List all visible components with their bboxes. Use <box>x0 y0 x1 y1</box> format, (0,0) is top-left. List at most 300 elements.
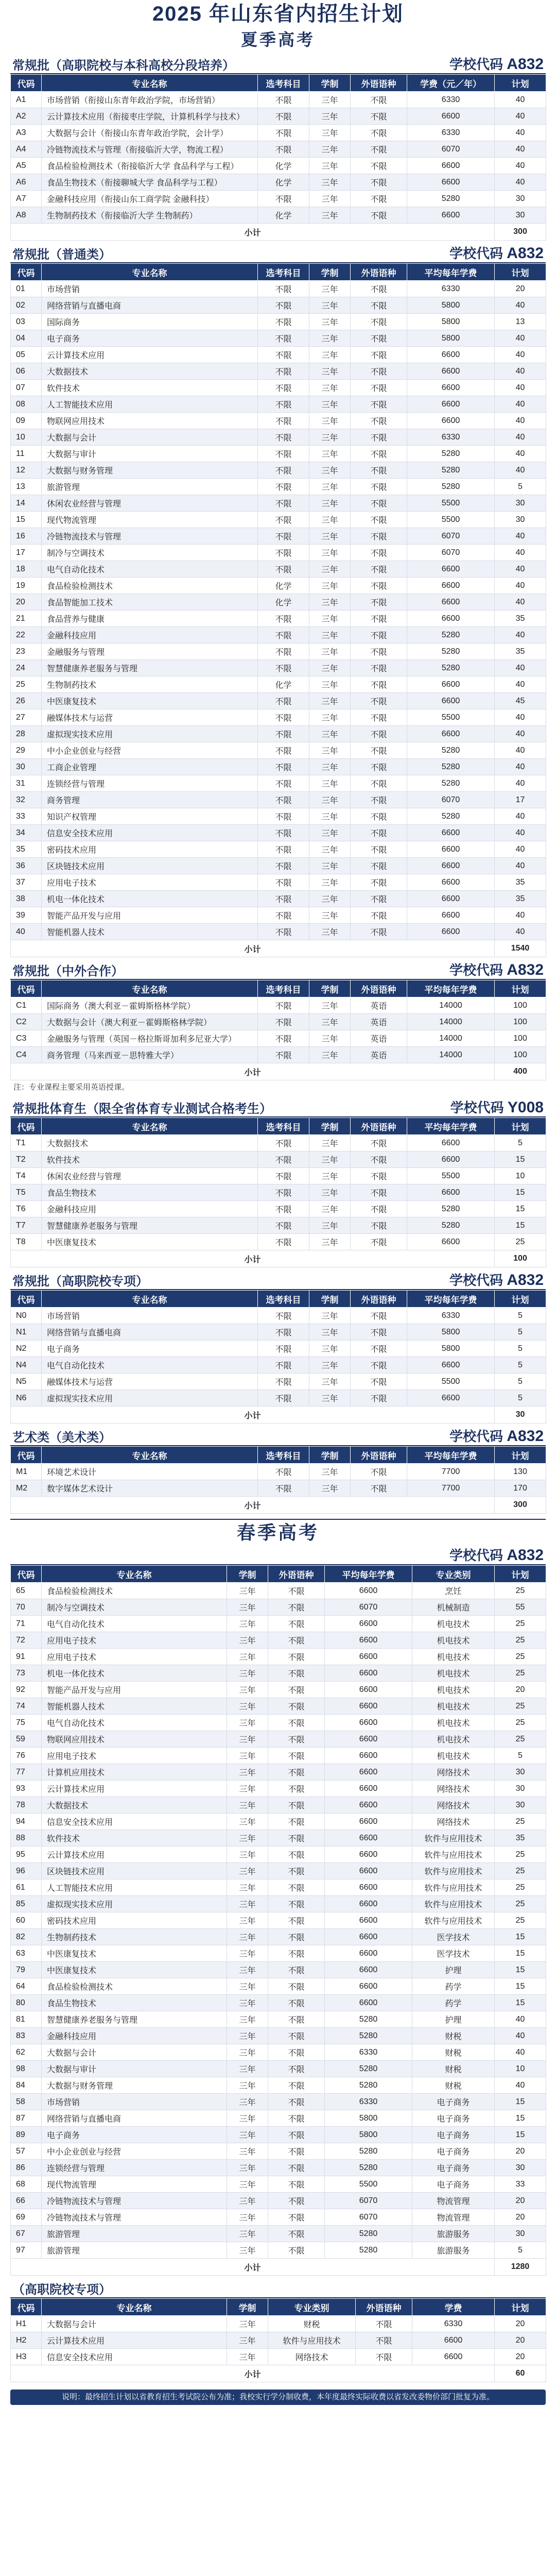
column-header: 专业类别 <box>268 2299 356 2316</box>
table-row <box>11 1879 546 1896</box>
table-row <box>11 825 546 841</box>
major-name: 智能产品开发与应用 <box>42 907 258 924</box>
major-name: 信息安全技术应用 <box>42 825 258 841</box>
major-name: 休闲农业经营与管理 <box>42 495 258 512</box>
column-header: 专业名称 <box>42 1566 227 1583</box>
table-row <box>11 2332 546 2349</box>
table-cell: N5 <box>11 1374 42 1390</box>
table-cell: 59 <box>11 1731 42 1748</box>
major-name: 网络营销与直播电商 <box>42 2110 227 2127</box>
table-cell: 三年 <box>309 924 351 940</box>
section-4-title: 常规批体育生（限全省体育专业测试合格考生） <box>12 1102 272 1116</box>
table-cell: 5280 <box>407 479 495 495</box>
major-name: 智能产品开发与应用 <box>42 1682 227 1698</box>
table-cell: 5280 <box>325 2160 412 2176</box>
table-cell: 机械制造 <box>412 1599 495 1616</box>
table-cell: 不限 <box>351 660 407 676</box>
table-cell: 不限 <box>351 1324 407 1341</box>
table-cell: 20 <box>495 2332 546 2349</box>
table-cell: 40 <box>495 363 546 380</box>
major-name: 金融服务与管理 <box>42 643 258 660</box>
table-cell: 86 <box>11 2160 42 2176</box>
table-row <box>11 1649 546 1665</box>
subtotal-label: 小计 <box>11 1250 495 1267</box>
major-name: 市场营销（衔接山东青年政治学院，市场营销） <box>42 92 258 108</box>
table-header-row <box>11 1291 546 1308</box>
table-cell: 三年 <box>227 2061 268 2077</box>
major-name: 机电一体化技术 <box>42 1665 227 1682</box>
column-header: 计划 <box>495 264 546 281</box>
table-cell: 40 <box>495 808 546 825</box>
table-cell: 软件与应用技术 <box>412 1846 495 1863</box>
table-cell: 机电技术 <box>412 1748 495 1764</box>
table-cell: 电子商务 <box>412 2110 495 2127</box>
subtotal-row <box>11 940 546 957</box>
major-name: 网络营销与直播电商 <box>42 1324 258 1341</box>
table-cell: 03 <box>11 314 42 330</box>
table-cell: 三年 <box>309 1201 351 1217</box>
table-cell: 85 <box>11 1896 42 1912</box>
table-cell: 40 <box>495 594 546 611</box>
table-cell: 不限 <box>351 1390 407 1406</box>
table-cell: 5280 <box>407 462 495 479</box>
table-row <box>11 874 546 891</box>
table-cell: 14000 <box>407 1047 495 1063</box>
section-7-table <box>10 1565 546 2276</box>
table-row <box>11 1698 546 1715</box>
table-cell: 三年 <box>309 413 351 429</box>
table-cell: 不限 <box>258 545 309 561</box>
table-cell: 170 <box>495 1480 546 1497</box>
table-cell: 40 <box>495 429 546 446</box>
table-cell: 15 <box>495 1217 546 1234</box>
table-cell: 14000 <box>407 1030 495 1047</box>
table-cell: 6600 <box>325 1781 412 1797</box>
table-cell: 三年 <box>227 1748 268 1764</box>
table-cell: 5800 <box>407 1324 495 1341</box>
table-cell: 6600 <box>325 1731 412 1748</box>
table-cell: 15 <box>495 1978 546 1995</box>
table-row <box>11 2316 546 2332</box>
table-cell: 14000 <box>407 1014 495 1030</box>
table-cell: 不限 <box>351 479 407 495</box>
column-header: 学制 <box>227 1566 268 1583</box>
table-cell: 6600 <box>407 380 495 396</box>
table-cell: 40 <box>495 413 546 429</box>
table-cell: 药学 <box>412 1978 495 1995</box>
table-cell: 05 <box>11 347 42 363</box>
major-name: 国际商务 <box>42 314 258 330</box>
column-header: 代码 <box>11 1291 42 1308</box>
table-cell: 不限 <box>351 141 407 158</box>
major-name: 大数据与会计 <box>42 2316 227 2332</box>
table-cell: 6600 <box>407 891 495 907</box>
major-name: 食品生物技术 <box>42 1995 227 2011</box>
table-header-row <box>11 264 546 281</box>
table-cell: 三年 <box>309 1308 351 1324</box>
table-cell: 84 <box>11 2077 42 2094</box>
section-4-table <box>10 1117 546 1267</box>
table-cell: 三年 <box>227 1863 268 1879</box>
table-cell: 不限 <box>258 924 309 940</box>
table-cell: 34 <box>11 825 42 841</box>
table-cell: 04 <box>11 330 42 347</box>
major-name: 应用电子技术 <box>42 1649 227 1665</box>
table-cell: 三年 <box>309 611 351 627</box>
table-cell: 15 <box>495 2094 546 2110</box>
table-cell: 三年 <box>309 676 351 693</box>
table-row <box>11 281 546 297</box>
column-header: 代码 <box>11 2299 42 2316</box>
column-header: 学制 <box>309 980 351 997</box>
table-cell: 6600 <box>325 1748 412 1764</box>
table-cell: 机电技术 <box>412 1649 495 1665</box>
table-cell: 38 <box>11 891 42 907</box>
table-cell: 不限 <box>351 594 407 611</box>
column-header: 外语语种 <box>356 2299 412 2316</box>
table-cell: 不限 <box>351 1464 407 1480</box>
table-cell: 15 <box>495 1962 546 1978</box>
table-cell: 三年 <box>309 907 351 924</box>
major-name: 人工智能技术应用 <box>42 396 258 413</box>
major-name: 中医康复技术 <box>42 693 258 709</box>
column-header: 选考科目 <box>258 1291 309 1308</box>
table-cell: 35 <box>11 841 42 858</box>
table-cell: 24 <box>11 660 42 676</box>
table-cell: 不限 <box>258 413 309 429</box>
table-row <box>11 2094 546 2110</box>
major-name: 密码技术应用 <box>42 841 258 858</box>
table-cell: 6600 <box>325 1912 412 1929</box>
table-cell: 不限 <box>351 528 407 545</box>
table-cell: 不限 <box>258 429 309 446</box>
table-cell: 化学 <box>258 578 309 594</box>
major-name: 食品检验检测技术 <box>42 578 258 594</box>
table-row <box>11 924 546 940</box>
table-cell: 不限 <box>268 1698 325 1715</box>
table-cell: 6600 <box>407 1234 495 1250</box>
table-row <box>11 1599 546 1616</box>
table-row <box>11 726 546 742</box>
table-row <box>11 1168 546 1184</box>
table-cell: 40 <box>495 742 546 759</box>
table-cell: 6600 <box>407 1135 495 1151</box>
major-name: 中医康复技术 <box>42 1962 227 1978</box>
section-5-title: 常规批（高职院校专项） <box>12 1275 148 1289</box>
table-cell: 三年 <box>309 660 351 676</box>
table-cell: 不限 <box>258 281 309 297</box>
table-cell: 三年 <box>227 1781 268 1797</box>
table-row <box>11 1748 546 1764</box>
table-cell: 61 <box>11 1879 42 1896</box>
table-cell: 烹饪 <box>412 1583 495 1599</box>
table-cell: T7 <box>11 1217 42 1234</box>
major-name: 国际商务（澳大利亚－霍姆斯格林学院） <box>42 997 258 1014</box>
table-cell: 不限 <box>268 1748 325 1764</box>
table-cell: 不限 <box>258 141 309 158</box>
table-row <box>11 429 546 446</box>
subtotal-label: 小计 <box>11 1063 495 1080</box>
table-cell: 6600 <box>325 1665 412 1682</box>
table-cell: 6600 <box>325 1583 412 1599</box>
table-cell: 68 <box>11 2176 42 2193</box>
table-cell: 6600 <box>407 611 495 627</box>
table-cell: 6330 <box>325 2094 412 2110</box>
table-cell: 不限 <box>351 808 407 825</box>
table-cell: 三年 <box>309 396 351 413</box>
table-cell: A6 <box>11 174 42 191</box>
table-cell: 不限 <box>351 1217 407 1234</box>
section-3-note: 注：专业课程主要采用英语授课。 <box>13 1083 130 1092</box>
table-cell: 29 <box>11 742 42 759</box>
table-cell: 三年 <box>309 347 351 363</box>
table-cell: 63 <box>11 1945 42 1962</box>
table-row <box>11 108 546 125</box>
table-cell: 不限 <box>258 643 309 660</box>
major-name: 市场营销 <box>42 1308 258 1324</box>
table-cell: 15 <box>495 2127 546 2143</box>
table-cell: 不限 <box>268 1962 325 1978</box>
major-name: 大数据技术 <box>42 1797 227 1814</box>
table-cell: 25 <box>495 1616 546 1632</box>
table-cell: 不限 <box>268 1731 325 1748</box>
table-cell: 三年 <box>309 1341 351 1357</box>
table-cell: 三年 <box>227 2316 268 2332</box>
table-row <box>11 1151 546 1168</box>
table-cell: 5280 <box>325 2061 412 2077</box>
table-cell: 6600 <box>325 1962 412 1978</box>
table-cell: 30 <box>495 1764 546 1781</box>
table-cell: 不限 <box>258 1030 309 1047</box>
table-row <box>11 413 546 429</box>
table-cell: 三年 <box>309 1464 351 1480</box>
table-cell: 25 <box>495 1863 546 1879</box>
table-row <box>11 1135 546 1151</box>
major-name: 金融科技应用（衔接山东工商学院 金融科技） <box>42 191 258 207</box>
table-cell: 15 <box>495 1151 546 1168</box>
table-cell: 6600 <box>407 108 495 125</box>
table-cell: 网络技术 <box>412 1781 495 1797</box>
table-cell: 三年 <box>309 281 351 297</box>
table-cell: 不限 <box>351 561 407 578</box>
table-cell: T8 <box>11 1234 42 1250</box>
table-cell: 不限 <box>351 1234 407 1250</box>
table-row <box>11 997 546 1014</box>
table-cell: 07 <box>11 380 42 396</box>
table-cell: 三年 <box>309 1480 351 1497</box>
table-cell: 6600 <box>407 594 495 611</box>
table-cell: 6600 <box>407 1151 495 1168</box>
column-header: 选考科目 <box>258 980 309 997</box>
table-cell: 40 <box>495 141 546 158</box>
table-cell: 不限 <box>258 775 309 792</box>
table-cell: 74 <box>11 1698 42 1715</box>
table-cell: 26 <box>11 693 42 709</box>
table-cell: 25 <box>495 1715 546 1731</box>
table-cell: 6600 <box>407 676 495 693</box>
table-row <box>11 191 546 207</box>
table-cell: 5280 <box>407 759 495 775</box>
major-name: 计算机应用技术 <box>42 1764 227 1781</box>
table-cell: 20 <box>495 2143 546 2160</box>
table-cell: 不限 <box>258 347 309 363</box>
table-row <box>11 709 546 726</box>
major-name: 市场营销 <box>42 2094 227 2110</box>
table-cell: 不限 <box>258 858 309 874</box>
table-cell: 6600 <box>412 2349 495 2365</box>
major-name: 食品生物技术（衔接聊城大学 食品科学与工程） <box>42 174 258 191</box>
table-cell: 96 <box>11 1863 42 1879</box>
major-name: 虚拟现实技术应用 <box>42 1390 258 1406</box>
section-1-head <box>10 52 546 74</box>
table-cell: 不限 <box>258 660 309 676</box>
major-name: 虚拟现实技术应用 <box>42 1896 227 1912</box>
table-cell: 不限 <box>351 841 407 858</box>
table-cell: 三年 <box>309 158 351 174</box>
major-name: 智慧健康养老服务与管理 <box>42 2011 227 2028</box>
major-name: 工商企业管理 <box>42 759 258 775</box>
table-cell: 5800 <box>407 314 495 330</box>
table-row <box>11 1715 546 1731</box>
column-header: 学制 <box>227 2299 268 2316</box>
table-cell: 79 <box>11 1962 42 1978</box>
table-cell: 三年 <box>309 742 351 759</box>
table-cell: 27 <box>11 709 42 726</box>
table-cell: 不限 <box>356 2316 412 2332</box>
table-cell: 三年 <box>309 1168 351 1184</box>
table-cell: 不限 <box>268 2077 325 2094</box>
table-cell: 不限 <box>258 363 309 380</box>
table-cell: 不限 <box>268 1995 325 2011</box>
table-cell: 72 <box>11 1632 42 1649</box>
table-cell: 三年 <box>309 1390 351 1406</box>
table-cell: 35 <box>495 891 546 907</box>
table-cell: 三年 <box>227 1583 268 1599</box>
major-name: 智慧健康养老服务与管理 <box>42 660 258 676</box>
table-cell: 92 <box>11 1682 42 1698</box>
table-cell: 不限 <box>258 709 309 726</box>
table-cell: 40 <box>495 297 546 314</box>
table-row <box>11 578 546 594</box>
table-row <box>11 2242 546 2259</box>
table-cell: 20 <box>495 2193 546 2209</box>
table-row <box>11 660 546 676</box>
table-cell: 三年 <box>309 125 351 141</box>
major-name: 智慧健康养老服务与管理 <box>42 1217 258 1234</box>
section-2-title: 常规批（普通类） <box>12 248 111 262</box>
table-cell: 20 <box>11 594 42 611</box>
table-cell: 三年 <box>309 874 351 891</box>
table-cell: 不限 <box>268 2094 325 2110</box>
major-name: 冷链物流技术与管理 <box>42 528 258 545</box>
major-name: 应用电子技术 <box>42 1632 227 1649</box>
major-name: 休闲农业经营与管理 <box>42 1168 258 1184</box>
table-row <box>11 1929 546 1945</box>
table-cell: 三年 <box>309 545 351 561</box>
column-header: 平均每年学费 <box>325 1566 412 1583</box>
major-name: 软件技术 <box>42 1151 258 1168</box>
major-name: 大数据与会计（澳大利亚－霍姆斯格林学院） <box>42 1014 258 1030</box>
major-name: 融媒体技术与运营 <box>42 709 258 726</box>
table-cell: 三年 <box>309 693 351 709</box>
table-cell: 58 <box>11 2094 42 2110</box>
table-cell: 三年 <box>227 1682 268 1698</box>
table-cell: 三年 <box>309 1324 351 1341</box>
major-name: 云计算技术应用（衔接枣庄学院，计算机科学与技术） <box>42 108 258 125</box>
subtotal-label: 小计 <box>11 1497 495 1514</box>
column-header: 专业名称 <box>42 1118 258 1135</box>
major-name: 电气自动化技术 <box>42 561 258 578</box>
table-cell: C1 <box>11 997 42 1014</box>
table-cell: 财税 <box>412 2028 495 2044</box>
subtotal-value: 100 <box>495 1250 546 1267</box>
table-row <box>11 1480 546 1497</box>
subtotal-row <box>11 1406 546 1423</box>
table-row <box>11 1583 546 1599</box>
table-cell: 94 <box>11 1814 42 1830</box>
table-cell: A1 <box>11 92 42 108</box>
column-header: 外语语种 <box>351 264 407 281</box>
table-cell: 不限 <box>268 1665 325 1682</box>
major-name: 物联网应用技术 <box>42 413 258 429</box>
table-cell: 三年 <box>309 1151 351 1168</box>
table-cell: 软件与应用技术 <box>412 1863 495 1879</box>
subtotal-label: 小计 <box>11 940 495 957</box>
table-cell: 不限 <box>258 907 309 924</box>
table-cell: 不限 <box>268 1583 325 1599</box>
subtotal-value: 400 <box>495 1063 546 1080</box>
table-cell: 20 <box>495 281 546 297</box>
table-header-row <box>11 1118 546 1135</box>
table-cell: 6600 <box>407 158 495 174</box>
table-row <box>11 775 546 792</box>
major-name: 大数据与审计 <box>42 2061 227 2077</box>
section-1-title: 常规批（高职院校与本科高校分段培养） <box>12 59 235 73</box>
table-cell: 三年 <box>309 561 351 578</box>
table-cell: 40 <box>495 330 546 347</box>
major-name: 生物制药技术 <box>42 676 258 693</box>
table-row <box>11 1978 546 1995</box>
table-cell: 不限 <box>258 841 309 858</box>
table-cell: 三年 <box>227 1962 268 1978</box>
table-cell: 三年 <box>227 2028 268 2044</box>
major-name: 大数据与审计 <box>42 446 258 462</box>
table-cell: 不限 <box>258 1390 309 1406</box>
table-cell: 三年 <box>309 207 351 224</box>
table-cell: 10 <box>495 1168 546 1184</box>
table-cell: 三年 <box>309 891 351 907</box>
table-cell: 40 <box>495 775 546 792</box>
column-header: 专业名称 <box>42 2299 227 2316</box>
table-cell: 不限 <box>258 1201 309 1217</box>
table-cell: 不限 <box>268 2110 325 2127</box>
table-cell: 三年 <box>227 2176 268 2193</box>
table-cell: 5280 <box>407 1201 495 1217</box>
table-cell: 6600 <box>407 363 495 380</box>
table-row <box>11 676 546 693</box>
table-header-row <box>11 1447 546 1464</box>
major-name: 冷链物流技术与管理（衔接临沂大学，物流工程） <box>42 141 258 158</box>
table-cell: 01 <box>11 281 42 297</box>
table-row <box>11 1341 546 1357</box>
table-row <box>11 1616 546 1632</box>
table-cell: 不限 <box>351 726 407 742</box>
table-cell: 5280 <box>407 191 495 207</box>
table-cell: 15 <box>495 1929 546 1945</box>
table-cell: 三年 <box>227 1896 268 1912</box>
table-cell: 三年 <box>227 2044 268 2061</box>
table-cell: 5280 <box>407 742 495 759</box>
